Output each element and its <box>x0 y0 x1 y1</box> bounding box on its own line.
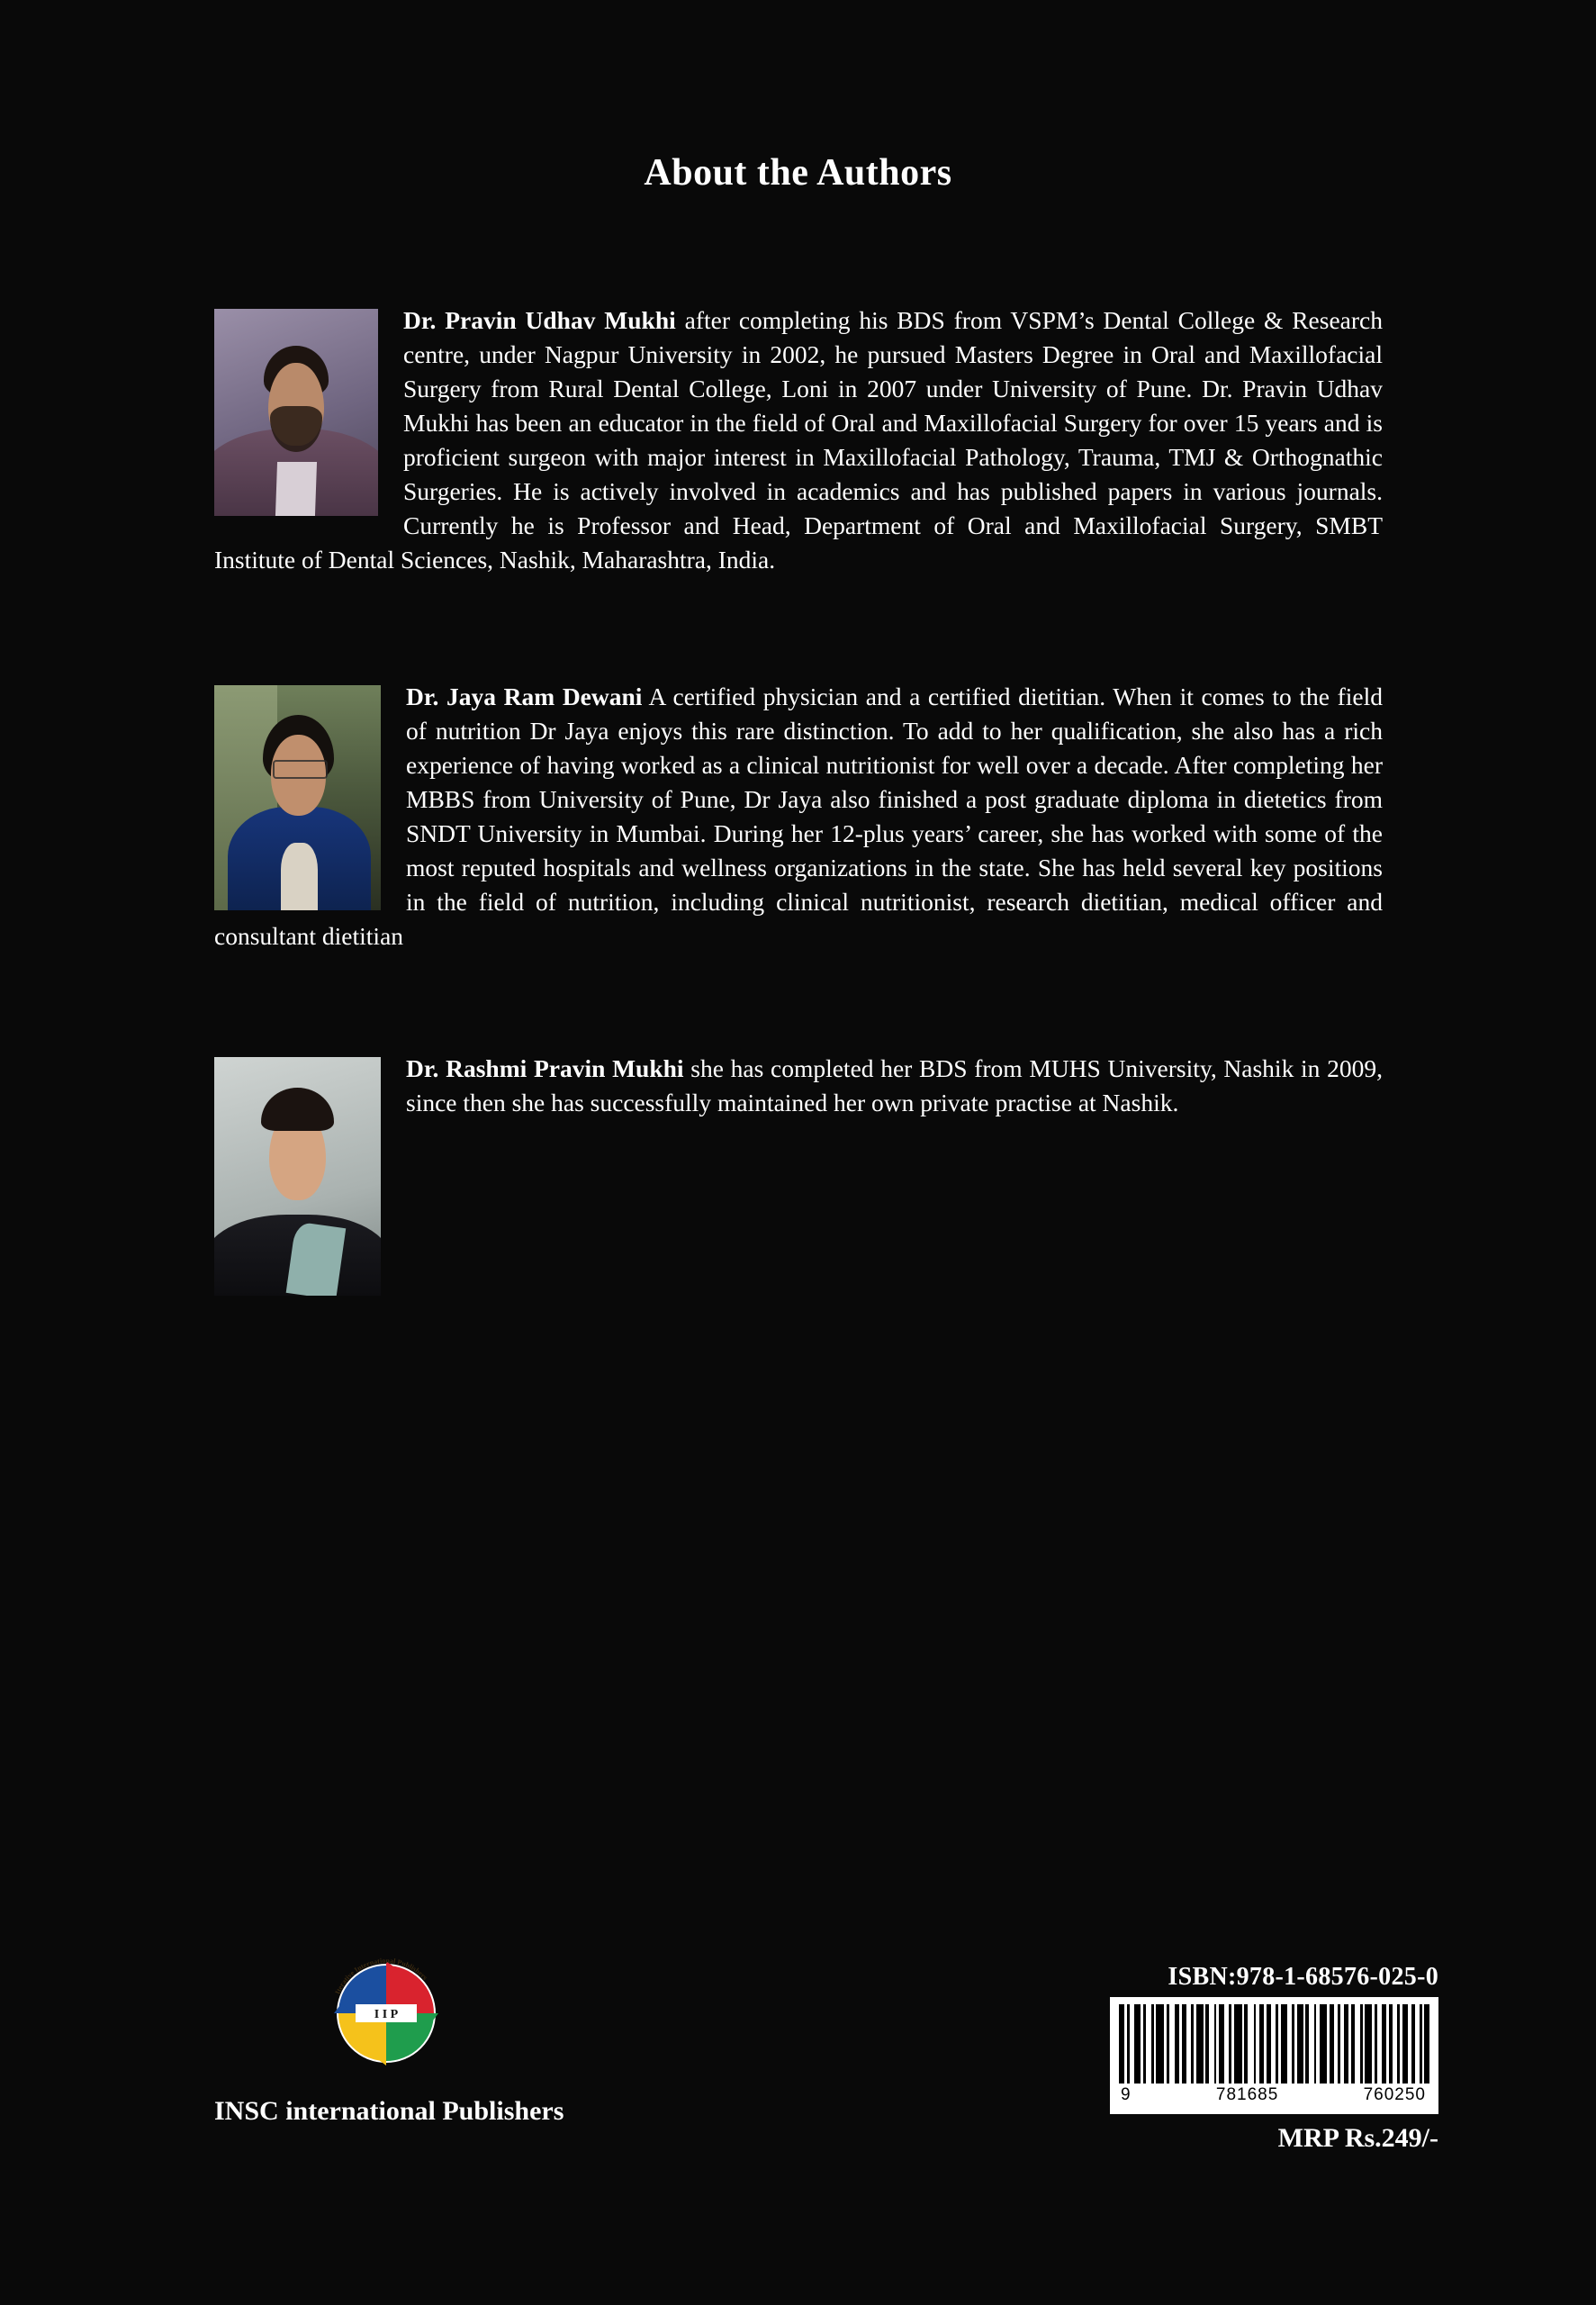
author-photo-jaya-ram-dewani <box>214 685 381 910</box>
barcode-bars <box>1119 2004 1429 2084</box>
publisher-name: INSC international Publishers <box>214 2096 564 2126</box>
author-bio-block <box>214 1052 1383 1297</box>
svg-text:I I P: I I P <box>374 2008 399 2021</box>
author-bio-body: after completing his BDS from VSPM’s Dental College & Research centre, under Nagpur University in 2002, he pursued Masters Degree in Oral and Maxillofacial Surgery from Rural Dental College, Loni in 2007 under University of Pune. Dr. Pravin Udhav Mukhi has been an educator in the field of Oral and Maxillofacial Surgery for over 15 years and is proficient surgeon with major interest in Maxillofacial Pathology, Trauma, TMJ & Orthognathic Surgeries. He is actively involved in academics and has published papers in various journals. Currently he is Professor and Head, Department of Oral and Maxillofacial Surgery, SMBT Institute of Dental Sciences, Nashik, Maharashtra, India. <box>214 306 1383 574</box>
author-photo-pravin-udhav-mukhi <box>214 309 378 516</box>
insc-iip-logo <box>320 1947 453 2080</box>
author-photo-rashmi-pravin-mukhi <box>214 1057 381 1296</box>
author-name: Dr. Jaya Ram Dewani <box>406 682 643 710</box>
isbn-label: ISBN:978-1-68576-025-0 <box>1168 1963 1438 1991</box>
author-bio-block <box>214 303 1383 577</box>
barcode <box>1110 1997 1438 2114</box>
author-bio-text <box>214 303 1383 577</box>
barcode-group-1: 781685 <box>1215 2085 1279 2104</box>
barcode-left-digit: 9 <box>1121 2085 1132 2104</box>
barcode-digits <box>1119 2084 1429 2105</box>
barcode-group-2: 760250 <box>1363 2085 1426 2104</box>
mrp-price: MRP Rs.249/- <box>1277 2123 1438 2153</box>
author-bio-body: A certified physician and a certified dietitian. When it comes to the field of nutrition Dr Jaya enjoys this rare distinction. To add to her qualification, she also has a rich experience of having worked as a clinical nutritionist for well over a decade. After completing her MBBS from University of Pune, Dr Jaya also finished a post graduate diploma in dietetics from SNDT University in Mumbai. During her 12-plus years’ career, she has worked with some of the most reputed hospitals and wellness organizations in the state. She has held several key positions in the field of nutrition, including clinical nutritionist, research dietitian, medical officer and consultant dietitian <box>214 682 1383 950</box>
author-bio-text <box>214 680 1383 954</box>
author-bio-block <box>214 680 1383 954</box>
author-bio-text <box>214 1052 1383 1120</box>
author-bio-body: she has completed her BDS from MUHS University, Nashik in 2009, since then she has successfully maintained her own private practise at Nashik. <box>406 1054 1383 1116</box>
page-title: About the Authors <box>644 152 952 194</box>
author-name: Dr. Pravin Udhav Mukhi <box>403 306 676 334</box>
svg-text:Iterative International Publis: Iterative International Publishers <box>333 1956 429 1996</box>
author-name: Dr. Rashmi Pravin Mukhi <box>406 1054 684 1082</box>
